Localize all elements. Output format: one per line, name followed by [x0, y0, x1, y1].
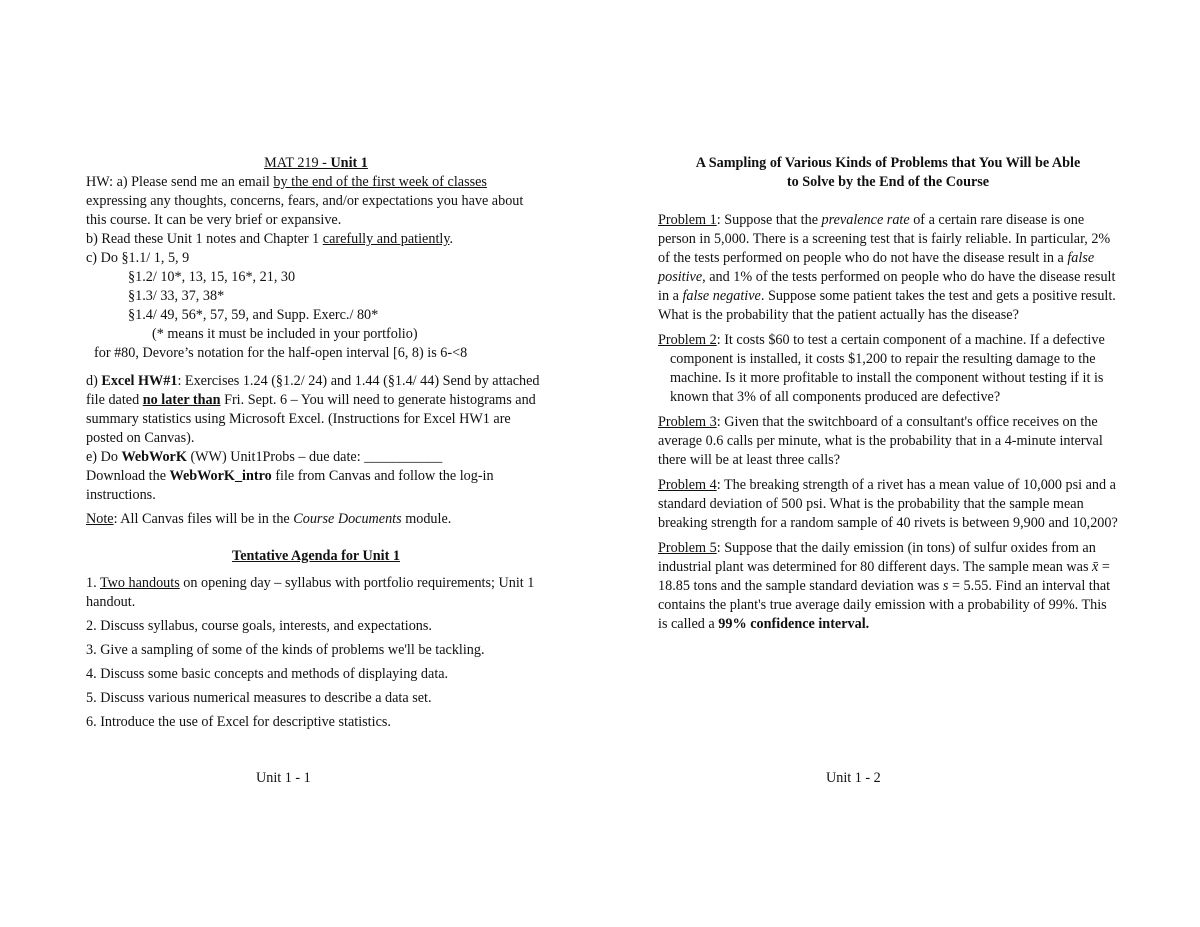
agenda-1-prefix: 1. [86, 575, 100, 591]
hw-c-line1: c) Do §1.1/ 1, 5, 9 [86, 250, 190, 266]
problems-title [658, 154, 1118, 192]
hw-e-text3: file from Canvas and follow the log-in instructions. [86, 468, 494, 503]
hw-c-notation: for #80, Devore’s notation for the half-open interval [6, 8) is 6-<8 [94, 345, 468, 361]
problem-1 [658, 211, 1118, 325]
problem-1-text-b: of a certain rare disease is one person in 5,000. There is a screening test that is fairly reliable. In particular, 2% of the tests performed on people who do not have the disease result in a [658, 212, 1111, 266]
note-text: : All Canvas files will be in the [113, 511, 294, 527]
note-end: module. [401, 511, 452, 527]
hw-e [86, 448, 546, 505]
hw-a [86, 173, 546, 230]
problem-5-label: Problem 5 [658, 540, 717, 556]
hw-e-text2: Download the [86, 468, 170, 484]
hw-c-line4: §1.4/ 49, 56*, 57, 59, and Supp. Exerc./ 80* [128, 307, 379, 323]
problem-5-confidence-interval: 99% confidence interval. [718, 616, 870, 632]
hw-c-line3: §1.3/ 33, 37, 38* [128, 288, 225, 304]
problem-5-text-a: : Suppose that the daily emission (in tons) of sulfur oxides from an industrial plant was determined for 80 different days. The sample mean was [658, 540, 1096, 575]
agenda-item-5: 5. Discuss various numerical measures to describe a data set. [86, 690, 432, 706]
problem-4-text: : The breaking strength of a rivet has a mean value of 10,000 psi and a standard deviation of 500 psi. What is the probability that the sample mean breaking strength for a random sample of 40 rivets is between 9,900 and 10,200? [658, 477, 1118, 531]
agenda-1-handouts: Two handouts [99, 575, 180, 591]
problem-2 [658, 331, 1118, 407]
title-unit: Unit 1 [330, 155, 368, 171]
hw-e-text1: (WW) Unit1Probs – due date: ___________ [186, 449, 443, 465]
agenda-item-3: 3. Give a sampling of some of the kinds of problems we'll be tackling. [86, 642, 485, 658]
right-page-footer: Unit 1 - 2 [826, 770, 881, 786]
hw-a-rest: expressing any thoughts, concerns, fears, and/or expectations you have about this course. It can be very brief or expansive. [86, 193, 524, 228]
hw-e-prefix: e) Do [86, 449, 122, 465]
hw-b [86, 230, 546, 249]
agenda-item-1 [86, 574, 546, 612]
problem-5-text-c: = 5.55. Find an interval that contains the plant's true average daily emission with a probability of 99%. This is called a [658, 578, 1111, 632]
problem-3-text: : Given that the switchboard of a consultant's office receives on the average 0.6 calls per minute, what is the probability that in a 4-minute interval there will be at least three calls? [658, 414, 1103, 468]
right-page [658, 154, 1118, 634]
problem-1-text-c: , and 1% of the tests performed on people who do have the disease result in a [658, 269, 1116, 304]
hw-a-deadline: by the end of the first week of classes [273, 174, 487, 190]
hw-d-prefix: d) [86, 373, 102, 389]
left-page [86, 154, 546, 732]
hw-c-line2: §1.2/ 10*, 13, 15, 16*, 21, 30 [128, 269, 296, 285]
agenda-item-2: 2. Discuss syllabus, course goals, interests, and expectations. [86, 618, 432, 634]
page-title [86, 154, 546, 173]
note-label: Note [86, 511, 114, 527]
problem-1-text-d: . Suppose some patient takes the test and gets a positive result. What is the probability that the patient actually has the disease? [658, 288, 1116, 323]
agenda-item-6: 6. Introduce the use of Excel for descriptive statistics. [86, 714, 391, 730]
hw-d-text1: : Exercises 1.24 (§1.2/ 24) and 1.44 (§1.4/ 44) Send by attached file dated [86, 373, 540, 408]
problem-3-label: Problem 3 [658, 414, 717, 430]
problem-2-label: Problem 2 [658, 332, 717, 348]
hw-d [86, 372, 546, 448]
hw-c-note: (* means it must be included in your portfolio) [152, 326, 418, 342]
problem-1-label: Problem 1 [658, 212, 717, 228]
problem-1-false-negative: false negative [682, 288, 761, 304]
hw-e-webwork: WebWorK [121, 449, 187, 465]
hw-b-emphasis: carefully and patiently [322, 231, 450, 247]
left-page-footer: Unit 1 - 1 [256, 770, 311, 786]
problems-title-line1: A Sampling of Various Kinds of Problems that You Will be Able [695, 155, 1081, 171]
problem-1-prevalence: prevalence rate [821, 212, 910, 228]
problem-5 [658, 539, 1118, 634]
problem-4-label: Problem 4 [658, 477, 717, 493]
hw-a-intro: HW: a) Please send me an email [86, 174, 274, 190]
agenda-title: Tentative Agenda for Unit 1 [232, 548, 400, 564]
problem-1-false-positive: false positive [658, 250, 1095, 285]
problem-4 [658, 476, 1118, 533]
hw-d-label: Excel HW#1 [101, 373, 178, 389]
hw-d-deadline: no later than [142, 392, 221, 408]
hw-b-prefix: b) Read these Unit 1 notes and Chapter 1 [86, 231, 323, 247]
title-prefix: MAT 219 - [264, 155, 331, 171]
hw-b-suffix: . [449, 231, 454, 247]
problems-title-line2: to Solve by the End of the Course [786, 174, 990, 190]
problem-5-xbar: x̄ [1092, 559, 1099, 575]
problem-5-text-b: = 18.85 tons and the sample standard deviation was [658, 559, 1110, 594]
note-module: Course Documents [293, 511, 402, 527]
hw-e-intro-file: WebWorK_intro [169, 468, 272, 484]
hw-d-text2: Fri. Sept. 6 – You will need to generate histograms and summary statistics using Microsoft Excel. (Instructions for Excel HW1 are posted on Canvas). [86, 392, 536, 446]
problem-5-s: s [942, 578, 949, 594]
agenda-item-4: 4. Discuss some basic concepts and methods of displaying data. [86, 666, 449, 682]
agenda-1-rest: on opening day – syllabus with portfolio requirements; Unit 1 handout. [86, 575, 535, 610]
problem-3 [658, 413, 1118, 470]
problem-1-text-a: : Suppose that the [716, 212, 822, 228]
problem-2-text: : It costs $60 to test a certain component of a machine. If a defective component is installed, it costs $1,200 to repair the resulting damage to the machine. Is it more profitable to install the component without testing if it is known that 3% of all components produced are defective? [670, 332, 1105, 405]
canvas-note [86, 510, 546, 529]
